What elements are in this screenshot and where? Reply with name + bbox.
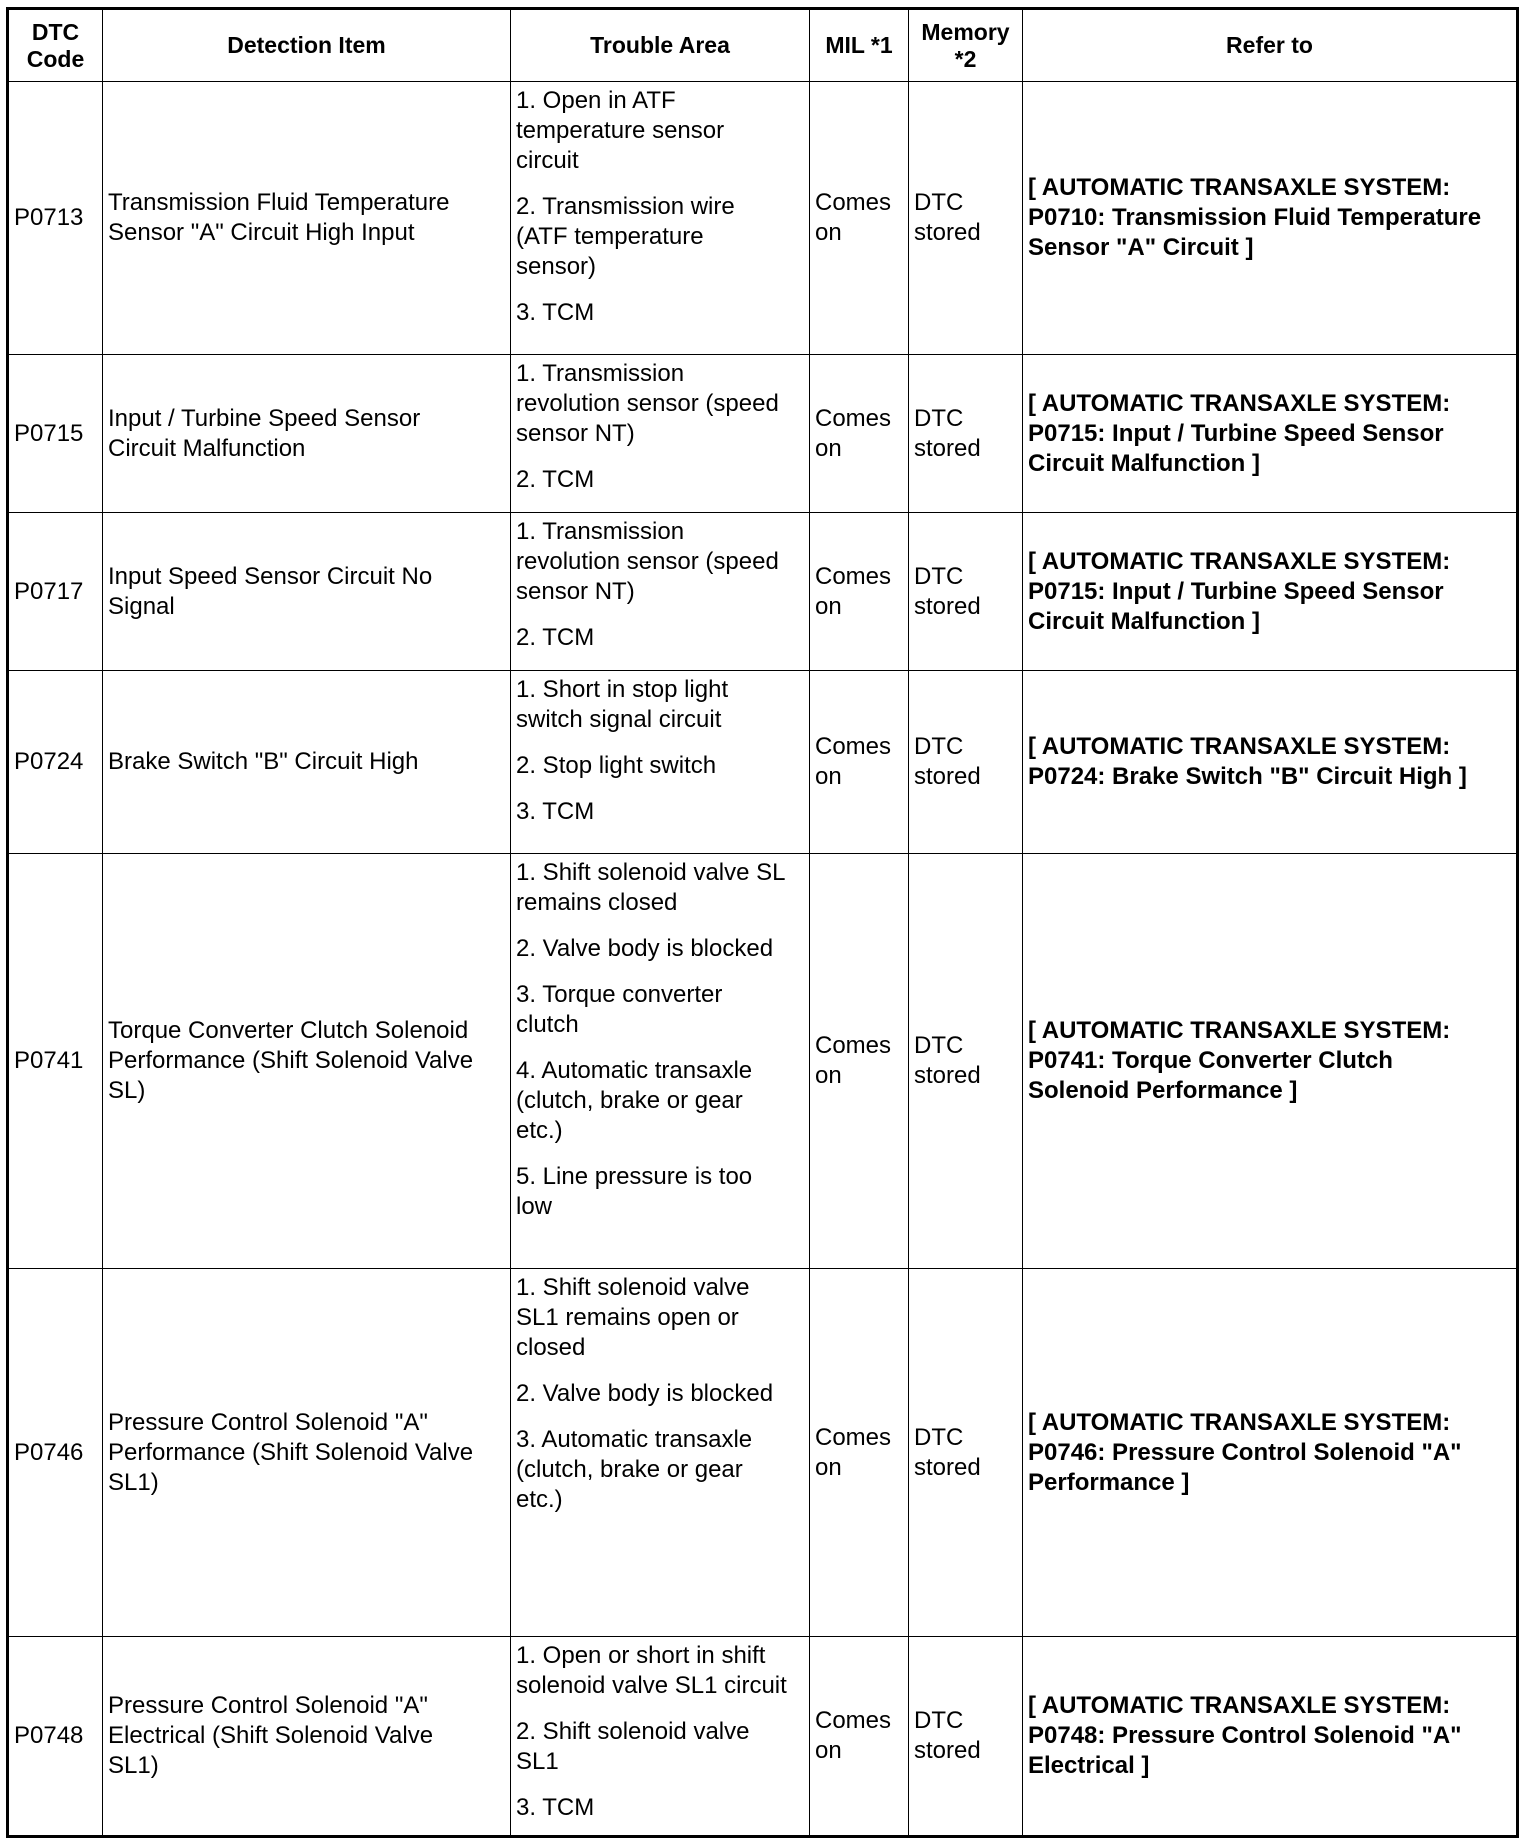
trouble-area-item-line: 2. Stop light switch [516,752,717,779]
memory-line: stored [914,434,981,462]
header-memory [909,9,1023,82]
mil-line: Comes [815,1423,892,1451]
trouble-area-item [516,1793,804,1823]
refer-to-line: Solenoid Performance ] [1028,1077,1298,1104]
refer-to-line: P0746: Pressure Control Solenoid "A" [1028,1438,1462,1466]
refer-to-line: [ AUTOMATIC TRANSAXLE SYSTEM: [1028,174,1451,201]
trouble-area-item-line: 2. Valve body is blocked [516,1380,774,1407]
trouble-area-item [516,623,804,653]
mil-cell [810,671,909,854]
trouble-area-item-line: 3. TCM [516,299,595,326]
trouble-area-item [516,86,804,176]
detection-item-cell [103,671,511,854]
mil-cell [810,854,909,1269]
trouble-area-item [516,858,804,918]
detection-item-cell [103,513,511,671]
refer-to-cell [1023,671,1518,854]
memory-line: stored [914,219,981,246]
refer-to-line: [ AUTOMATIC TRANSAXLE SYSTEM: [1028,733,1451,760]
refer-to-line: [ AUTOMATIC TRANSAXLE SYSTEM: [1028,1408,1451,1436]
trouble-area-item-line: clutch [516,1011,579,1038]
refer-to-line: Sensor "A" Circuit ] [1028,234,1254,261]
detection-item-line: SL) [108,1077,146,1104]
table-row [8,355,1518,513]
refer-to-line: Performance ] [1028,1468,1190,1496]
trouble-area-item-line: 2. Transmission wire [516,193,735,220]
mil-cell [810,513,909,671]
refer-to-line: Electrical ] [1028,1752,1150,1779]
trouble-area-item-line: sensor) [516,253,597,280]
trouble-area-item-line: 1. Transmission [516,518,685,545]
memory-cell [909,82,1023,355]
memory-cell [909,854,1023,1269]
memory-line: DTC [914,733,964,760]
memory-line: stored [914,1453,981,1481]
trouble-area-item [516,465,804,495]
trouble-area-cell [511,355,810,513]
trouble-area-item-line: etc.) [516,1486,563,1513]
detection-item-line: Input Speed Sensor Circuit No [108,562,433,590]
trouble-area-cell [511,1637,810,1837]
detection-item-cell [103,355,511,513]
trouble-area-item-line: sensor NT) [516,578,635,605]
trouble-area-cell [511,513,810,671]
header-memory-line-1: Memory [921,18,1010,45]
dtc-code-cell: P0741 [8,854,103,1269]
trouble-area-item-line: 1. Open in ATF [516,87,676,114]
detection-item-line: Pressure Control Solenoid "A" [108,1692,428,1719]
header-dtc-code-line-1: DTC [31,18,80,45]
trouble-area-item-line: 1. Shift solenoid valve [516,1274,750,1301]
refer-to-line: [ AUTOMATIC TRANSAXLE SYSTEM: [1028,1017,1451,1044]
refer-to-cell [1023,854,1518,1269]
refer-to-cell [1023,355,1518,513]
trouble-area-item-line: 2. TCM [516,624,595,651]
trouble-area-item [516,298,804,328]
header-memory-line-2: *2 [954,45,977,72]
trouble-area-item-line: 3. Automatic transaxle [516,1426,753,1453]
trouble-area-cell [511,854,810,1269]
detection-item-line: Transmission Fluid Temperature [108,189,450,216]
memory-line: DTC [914,1707,964,1734]
table-row [8,82,1518,355]
trouble-area-item-line: remains closed [516,889,678,916]
refer-to-line: P0724: Brake Switch "B" Circuit High ] [1028,763,1467,790]
header-refer-to: Refer to [1023,9,1518,82]
trouble-area-item [516,980,804,1040]
header-row [8,9,1518,82]
memory-line: DTC [914,189,964,216]
refer-to-line: P0741: Torque Converter Clutch [1028,1047,1393,1074]
table-row [8,671,1518,854]
trouble-area-item [516,1162,804,1222]
memory-cell [909,1269,1023,1637]
detection-item-line: Brake Switch "B" Circuit High [108,748,419,775]
header-trouble-area: Trouble Area [511,9,810,82]
detection-item-line: Performance (Shift Solenoid Valve [108,1047,474,1074]
trouble-area-cell [511,1269,810,1637]
dtc-code-cell: P0713 [8,82,103,355]
memory-line: DTC [914,404,964,432]
table-row [8,1637,1518,1837]
trouble-area-item-line: (ATF temperature [516,223,704,250]
memory-line: stored [914,1737,981,1764]
memory-cell [909,1637,1023,1837]
trouble-area-item-line: etc.) [516,1117,563,1144]
mil-cell [810,1269,909,1637]
table-row [8,513,1518,671]
refer-to-cell [1023,1637,1518,1837]
detection-item-line: SL1) [108,1752,159,1779]
header-detection-item: Detection Item [103,9,511,82]
trouble-area-item [516,1641,804,1701]
trouble-area-item-line: 2. Shift solenoid valve [516,1718,750,1745]
dtc-code-cell: P0715 [8,355,103,513]
detection-item-cell [103,82,511,355]
refer-to-line: P0715: Input / Turbine Speed Sensor [1028,577,1444,605]
dtc-code-cell: P0748 [8,1637,103,1837]
refer-to-line: Circuit Malfunction ] [1028,607,1260,635]
trouble-area-item-line: 1. Shift solenoid valve SL [516,859,786,886]
trouble-area-item [516,517,804,607]
trouble-area-item-line: low [516,1193,553,1220]
table-body [8,82,1518,1837]
dtc-table [6,7,1519,1838]
refer-to-line: P0715: Input / Turbine Speed Sensor [1028,419,1444,447]
detection-item-line: Sensor "A" Circuit High Input [108,219,415,246]
refer-to-cell [1023,513,1518,671]
memory-cell [909,513,1023,671]
mil-line: on [815,592,842,620]
mil-line: Comes [815,1032,892,1059]
header-mil: MIL *1 [810,9,909,82]
detection-item-line: Signal [108,592,175,620]
refer-to-line: [ AUTOMATIC TRANSAXLE SYSTEM: [1028,389,1451,417]
memory-line: stored [914,763,981,790]
mil-line: on [815,1062,842,1089]
trouble-area-item-line: 3. TCM [516,1794,595,1821]
mil-line: on [815,763,842,790]
detection-item-line: Electrical (Shift Solenoid Valve [108,1722,434,1749]
mil-line: on [815,219,842,246]
trouble-area-item [516,1717,804,1777]
memory-line: DTC [914,562,964,590]
memory-line: stored [914,592,981,620]
detection-item-line: Performance (Shift Solenoid Valve [108,1438,474,1466]
header-dtc-code-line-2: Code [26,45,85,72]
trouble-area-item-line: (clutch, brake or gear [516,1087,743,1114]
memory-cell [909,671,1023,854]
mil-line: Comes [815,733,892,760]
trouble-area-item [516,934,804,964]
trouble-area-item-line: SL1 [516,1748,559,1775]
mil-line: on [815,1737,842,1764]
trouble-area-item [516,1425,804,1515]
refer-to-line: P0748: Pressure Control Solenoid "A" [1028,1722,1462,1749]
mil-line: Comes [815,404,892,432]
trouble-area-item [516,675,804,735]
refer-to-line: P0710: Transmission Fluid Temperature [1028,204,1482,231]
refer-to-line: Circuit Malfunction ] [1028,449,1260,477]
detection-item-cell [103,854,511,1269]
header-dtc-code [8,9,103,82]
refer-to-cell [1023,82,1518,355]
trouble-area-item-line: solenoid valve SL1 circuit [516,1672,787,1699]
trouble-area-item-line: 3. Torque converter [516,981,723,1008]
trouble-area-item-line: 3. TCM [516,798,595,825]
trouble-area-item [516,359,804,449]
trouble-area-item [516,1273,804,1363]
detection-item-line: Torque Converter Clutch Solenoid [108,1017,469,1044]
detection-item-line: Circuit Malfunction [108,434,306,462]
mil-cell [810,355,909,513]
trouble-area-cell [511,671,810,854]
table-row [8,1269,1518,1637]
memory-cell [909,355,1023,513]
dtc-code-cell: P0746 [8,1269,103,1637]
trouble-area-item-line: revolution sensor (speed [516,548,779,575]
refer-to-cell [1023,1269,1518,1637]
trouble-area-item-line: temperature sensor [516,117,725,144]
dtc-code-cell: P0724 [8,671,103,854]
mil-line: on [815,1453,842,1481]
trouble-area-cell [511,82,810,355]
detection-item-cell [103,1269,511,1637]
detection-item-line: Pressure Control Solenoid "A" [108,1408,428,1436]
trouble-area-item-line: 1. Open or short in shift [516,1642,766,1669]
trouble-area-item-line: sensor NT) [516,420,635,447]
trouble-area-item-line: 2. TCM [516,466,595,493]
detection-item-line: Input / Turbine Speed Sensor [108,404,421,432]
mil-line: Comes [815,189,892,216]
mil-line: Comes [815,1707,892,1734]
trouble-area-item-line: closed [516,1334,586,1361]
trouble-area-item-line: 1. Short in stop light [516,676,729,703]
trouble-area-item-line: 4. Automatic transaxle [516,1057,753,1084]
memory-line: DTC [914,1423,964,1451]
mil-line: Comes [815,562,892,590]
trouble-area-item-line: (clutch, brake or gear [516,1456,743,1483]
detection-item-cell [103,1637,511,1837]
trouble-area-item-line: circuit [516,147,579,174]
trouble-area-item [516,1056,804,1146]
trouble-area-item-line: SL1 remains open or [516,1304,739,1331]
trouble-area-item-line: switch signal circuit [516,706,722,733]
memory-line: stored [914,1062,981,1089]
detection-item-line: SL1) [108,1468,159,1496]
trouble-area-item [516,1379,804,1409]
mil-cell [810,82,909,355]
trouble-area-item [516,797,804,827]
dtc-code-cell: P0717 [8,513,103,671]
trouble-area-item-line: 2. Valve body is blocked [516,935,774,962]
refer-to-line: [ AUTOMATIC TRANSAXLE SYSTEM: [1028,1692,1451,1719]
refer-to-line: [ AUTOMATIC TRANSAXLE SYSTEM: [1028,547,1451,575]
trouble-area-item-line: revolution sensor (speed [516,390,779,417]
mil-cell [810,1637,909,1837]
mil-line: on [815,434,842,462]
trouble-area-item [516,751,804,781]
table-header [8,9,1518,82]
table-row [8,854,1518,1269]
trouble-area-item [516,192,804,282]
trouble-area-item-line: 5. Line pressure is too [516,1163,753,1190]
memory-line: DTC [914,1032,964,1059]
trouble-area-item-line: 1. Transmission [516,360,685,387]
